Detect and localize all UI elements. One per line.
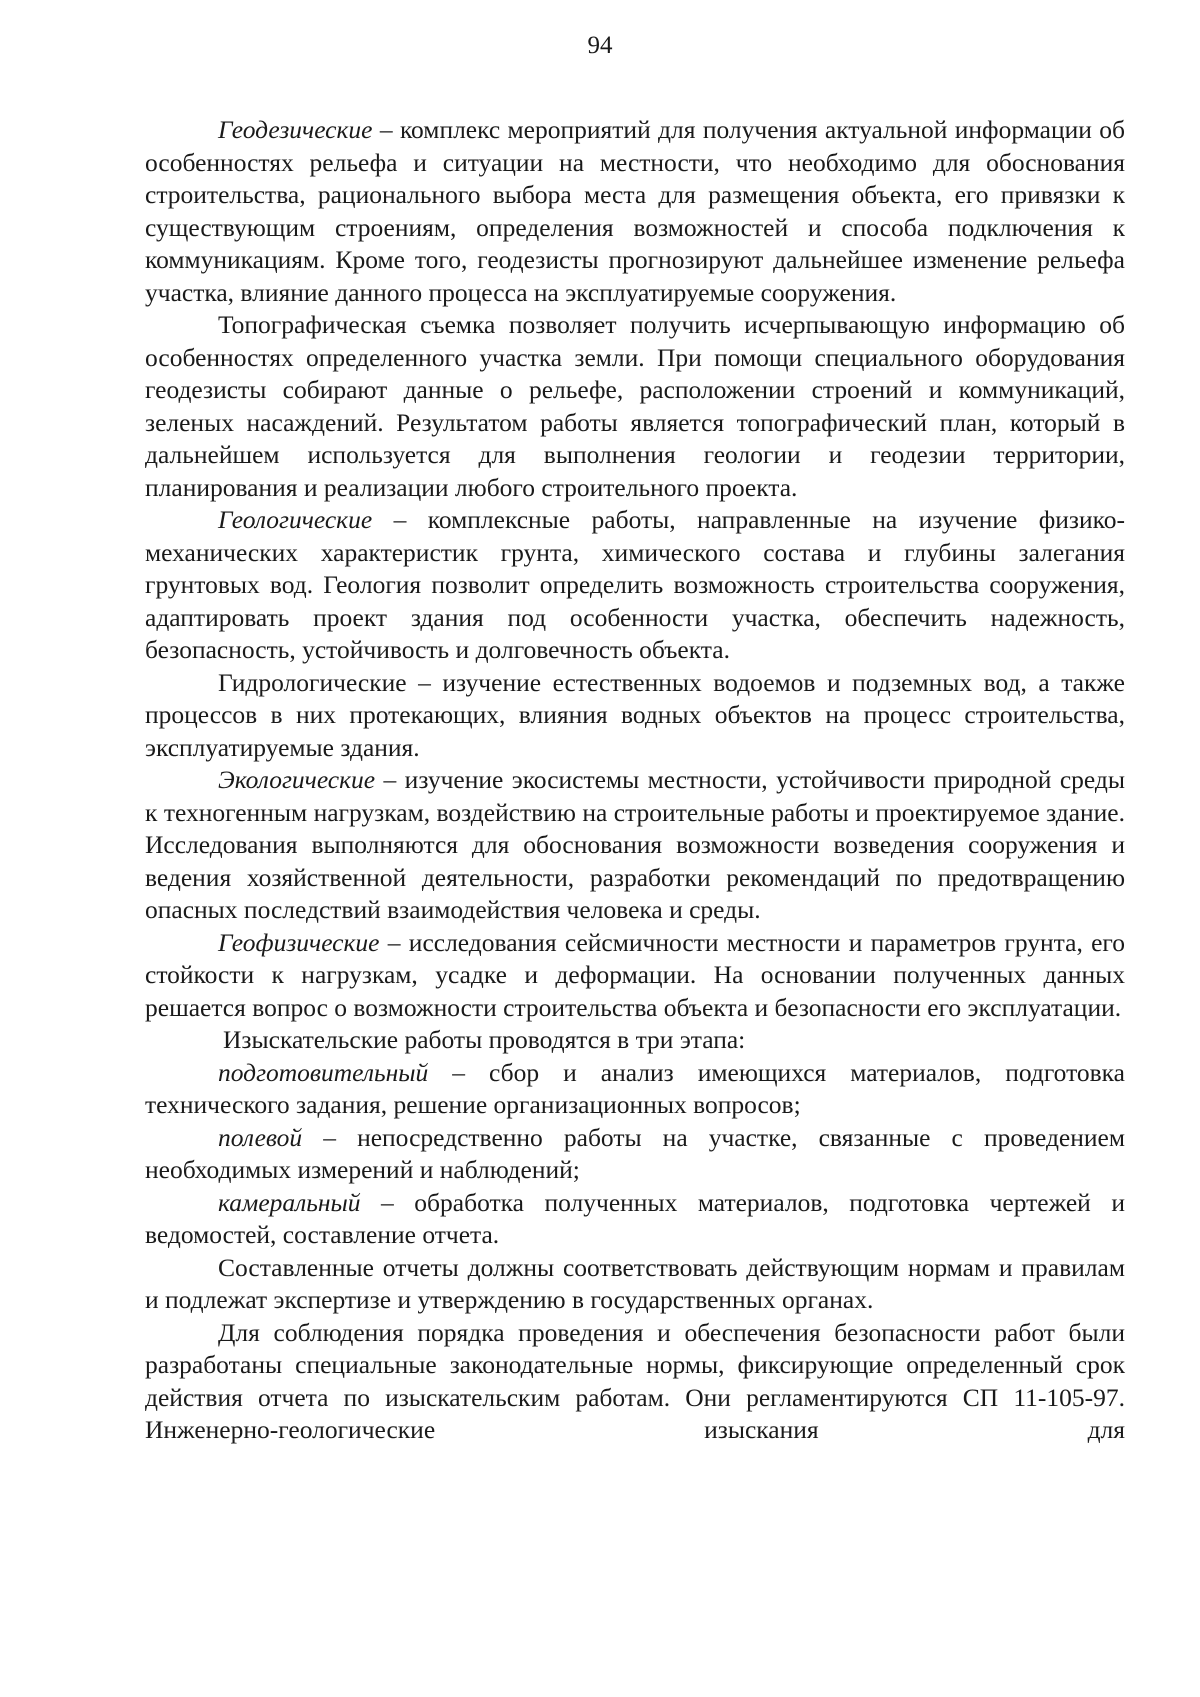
page-number: 94 (587, 32, 613, 59)
paragraph-regulations (145, 1317, 1125, 1447)
paragraph-text: Составленные отчеты должны соответствовать действующим нормам и правилам и подлежат экспертизе и утверждению в государственных органах. (145, 1252, 1125, 1314)
paragraph-text: – изучение экосистемы местности, устойчивости природной среды к техногенным нагрузкам, воздействию на строительные работы и проектируемое здание. Исследования выполняются для обоснования возможности возведения сооружения и ведения хозяйственной деятельности, разработки рекомендаций по предотвращению опасных последствий взаимодействия человека и среды. (145, 765, 1125, 924)
paragraph-text: – комплекс мероприятий для получения актуальной информации об особенностях рельефа и ситуации на местности, что необходимо для обоснования строительства, рационального выбора места для размещения объекта, его привязки к существующим строениям, определения возможностей и способа подключения к коммуникациям. Кроме того, геодезисты прогнозируют дальнейшее изменение рельефа участка, влияние данного процесса на эксплуатируемые сооружения. (145, 115, 1125, 307)
term-geodetic: Геодезические (218, 115, 373, 144)
paragraph-stage-field (145, 1122, 1125, 1187)
term-geological: Геологические (218, 505, 373, 534)
term-field: полевой (218, 1122, 303, 1152)
term-office: камеральный (218, 1187, 361, 1217)
paragraph-text: Топографическая съемка позволяет получить исчерпывающую информацию об особенностях определенного участка земли. При помощи специального оборудования геодезисты собирают данные о рельефе, расположении строений и коммуникаций, зеленых насаждений. Результатом работы является топографический план, который в дальнейшем используется для выполнения геологии и геодезии территории, планирования и реализации любого строительного проекта. (145, 310, 1125, 502)
paragraph-text: – обработка полученных материалов, подготовка чертежей и ведомостей, составление отчета. (145, 1187, 1125, 1249)
paragraph-geological (145, 504, 1125, 667)
paragraph-text: Изыскательские работы проводятся в три этапа: (223, 1025, 746, 1054)
paragraph-stage-preparatory (145, 1057, 1125, 1122)
paragraph-geophysical (145, 927, 1125, 1025)
paragraph-topographic-survey (145, 309, 1125, 504)
term-ecological: Экологические (218, 765, 376, 794)
paragraph-text: – сбор и анализ имеющихся материалов, подготовка технического задания, решение организационных вопросов; (145, 1057, 1125, 1119)
paragraph-stage-office (145, 1187, 1125, 1252)
paragraph-ecological (145, 764, 1125, 927)
term-preparatory: подготовительный (218, 1057, 429, 1087)
paragraph-text: – непосредственно работы на участке, связанные с проведением необходимых измерений и наблюдений; (145, 1122, 1125, 1184)
page-body (145, 114, 1125, 1447)
paragraph-hydrological (145, 667, 1125, 765)
paragraph-text: – комплексные работы, направленные на изучение физико-механических характеристик грунта, химического состава и глубины залегания грунтовых вод. Геология позволит определить возможность строительства сооружения, адаптировать проект здания под особенности участка, обеспечить надежность, безопасность, устойчивость и долговечность объекта. (145, 505, 1125, 664)
paragraph-text: Для соблюдения порядка проведения и обеспечения безопасности работ были разработаны специальные законодательные нормы, фиксирующие определенный срок действия отчета по изыскательским работам. Они регламентируются СП 11-105-97. Инженерно-геологические изыскания для (145, 1317, 1125, 1444)
paragraph-geodetic (145, 114, 1125, 309)
term-geophysical: Геофизические (218, 927, 380, 957)
paragraph-text: – исследования сейсмичности местности и параметров грунта, его стойкости к нагрузкам, усадке и деформации. На основании полученных данных решается вопрос о возможности строительства объекта и безопасности его эксплуатации. (145, 927, 1125, 1022)
paragraph-reports (145, 1252, 1125, 1317)
paragraph-stages-intro (145, 1024, 1125, 1057)
paragraph-text: Гидрологические – изучение естественных водоемов и подземных вод, а также процессов в них протекающих, влияния водных объектов на процесс строительства, эксплуатируемые здания. (145, 667, 1125, 762)
